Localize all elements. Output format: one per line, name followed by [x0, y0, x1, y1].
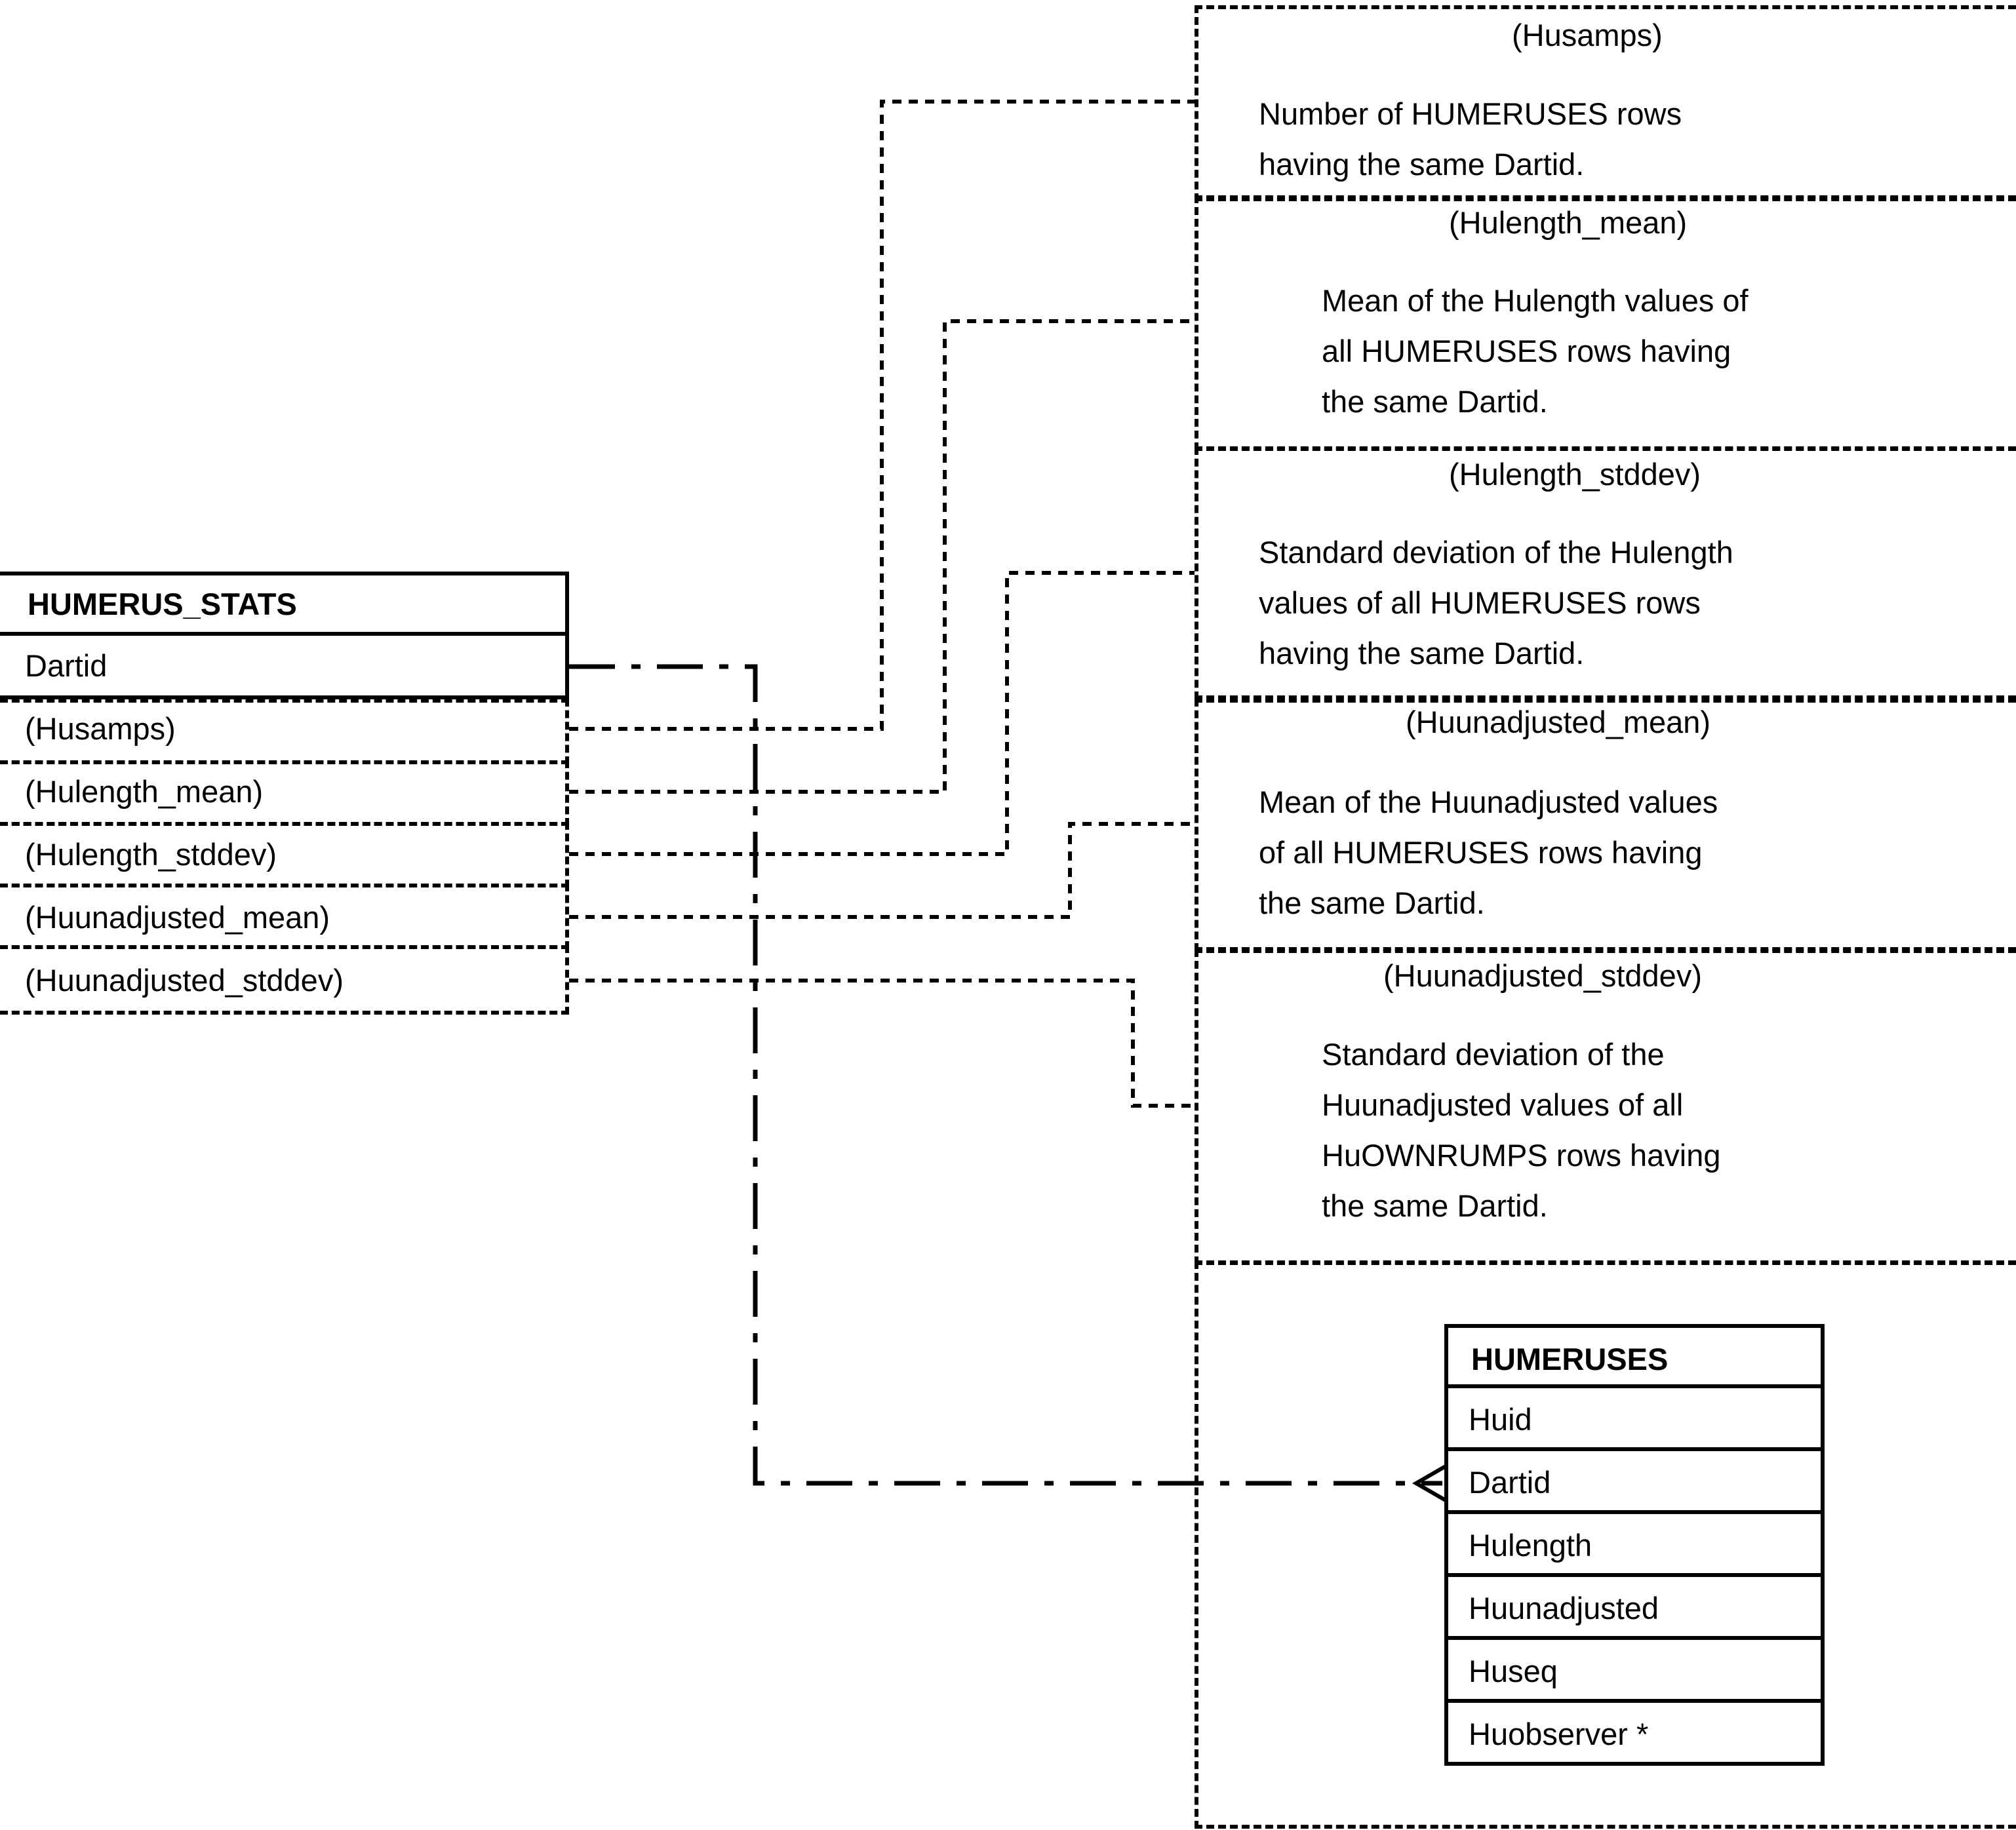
- note-line: having the same Dartid.: [1259, 147, 1585, 182]
- note-description: [1322, 275, 1749, 427]
- source-field: Huunadjusted: [1469, 1591, 1659, 1626]
- note-description: [1322, 1029, 1721, 1231]
- stats-table-key: Dartid: [25, 648, 108, 683]
- note-line: of all HUMERUSES rows having: [1259, 835, 1703, 870]
- connector-huunadjusted-stddev: [569, 981, 1195, 1106]
- note-line: HuOWNRUMPS rows having: [1322, 1138, 1721, 1173]
- note-line: Standard deviation of the Hulength: [1259, 535, 1733, 570]
- note-line: Huunadjusted values of all: [1322, 1087, 1684, 1122]
- note-line: the same Dartid.: [1322, 384, 1548, 419]
- note-description: [1259, 777, 1718, 928]
- note-title: (Huunadjusted_stddev): [1383, 958, 1702, 993]
- note-line: the same Dartid.: [1322, 1188, 1548, 1223]
- note-line: Standard deviation of the: [1322, 1037, 1665, 1072]
- note-line: having the same Dartid.: [1259, 636, 1585, 671]
- note-title: (Huunadjusted_mean): [1406, 705, 1711, 739]
- note-title: (Husamps): [1512, 18, 1663, 52]
- note-line: all HUMERUSES rows having: [1322, 334, 1731, 368]
- stats-field: (Huunadjusted_stddev): [25, 963, 344, 998]
- stats-field: (Husamps): [25, 711, 176, 746]
- stats-field: (Huunadjusted_mean): [25, 900, 330, 935]
- source-field: Huseq: [1469, 1654, 1558, 1688]
- connector-huunadjusted-mean: [569, 824, 1195, 917]
- note-title: (Hulength_mean): [1449, 205, 1688, 240]
- source-field: Huobserver *: [1469, 1717, 1649, 1751]
- note-title: (Hulength_stddev): [1449, 457, 1701, 492]
- note-line: values of all HUMERUSES rows: [1259, 585, 1701, 620]
- note-description: [1259, 527, 1733, 678]
- note-description: [1259, 88, 1682, 189]
- note-line: the same Dartid.: [1259, 886, 1485, 920]
- source-field: Huid: [1469, 1402, 1532, 1437]
- note-line: Mean of the Huunadjusted values: [1259, 785, 1718, 819]
- note-line: Mean of the Hulength values of: [1322, 283, 1749, 318]
- source-field: Dartid: [1469, 1465, 1551, 1500]
- source-field: Hulength: [1469, 1528, 1592, 1563]
- stats-table-title: HUMERUS_STATS: [28, 587, 297, 621]
- stats-field: (Hulength_stddev): [25, 837, 277, 872]
- source-table-title: HUMERUSES: [1471, 1342, 1669, 1376]
- note-line: Number of HUMERUSES rows: [1259, 96, 1682, 131]
- connector-husamps: [569, 102, 1195, 729]
- stats-field: (Hulength_mean): [25, 774, 264, 809]
